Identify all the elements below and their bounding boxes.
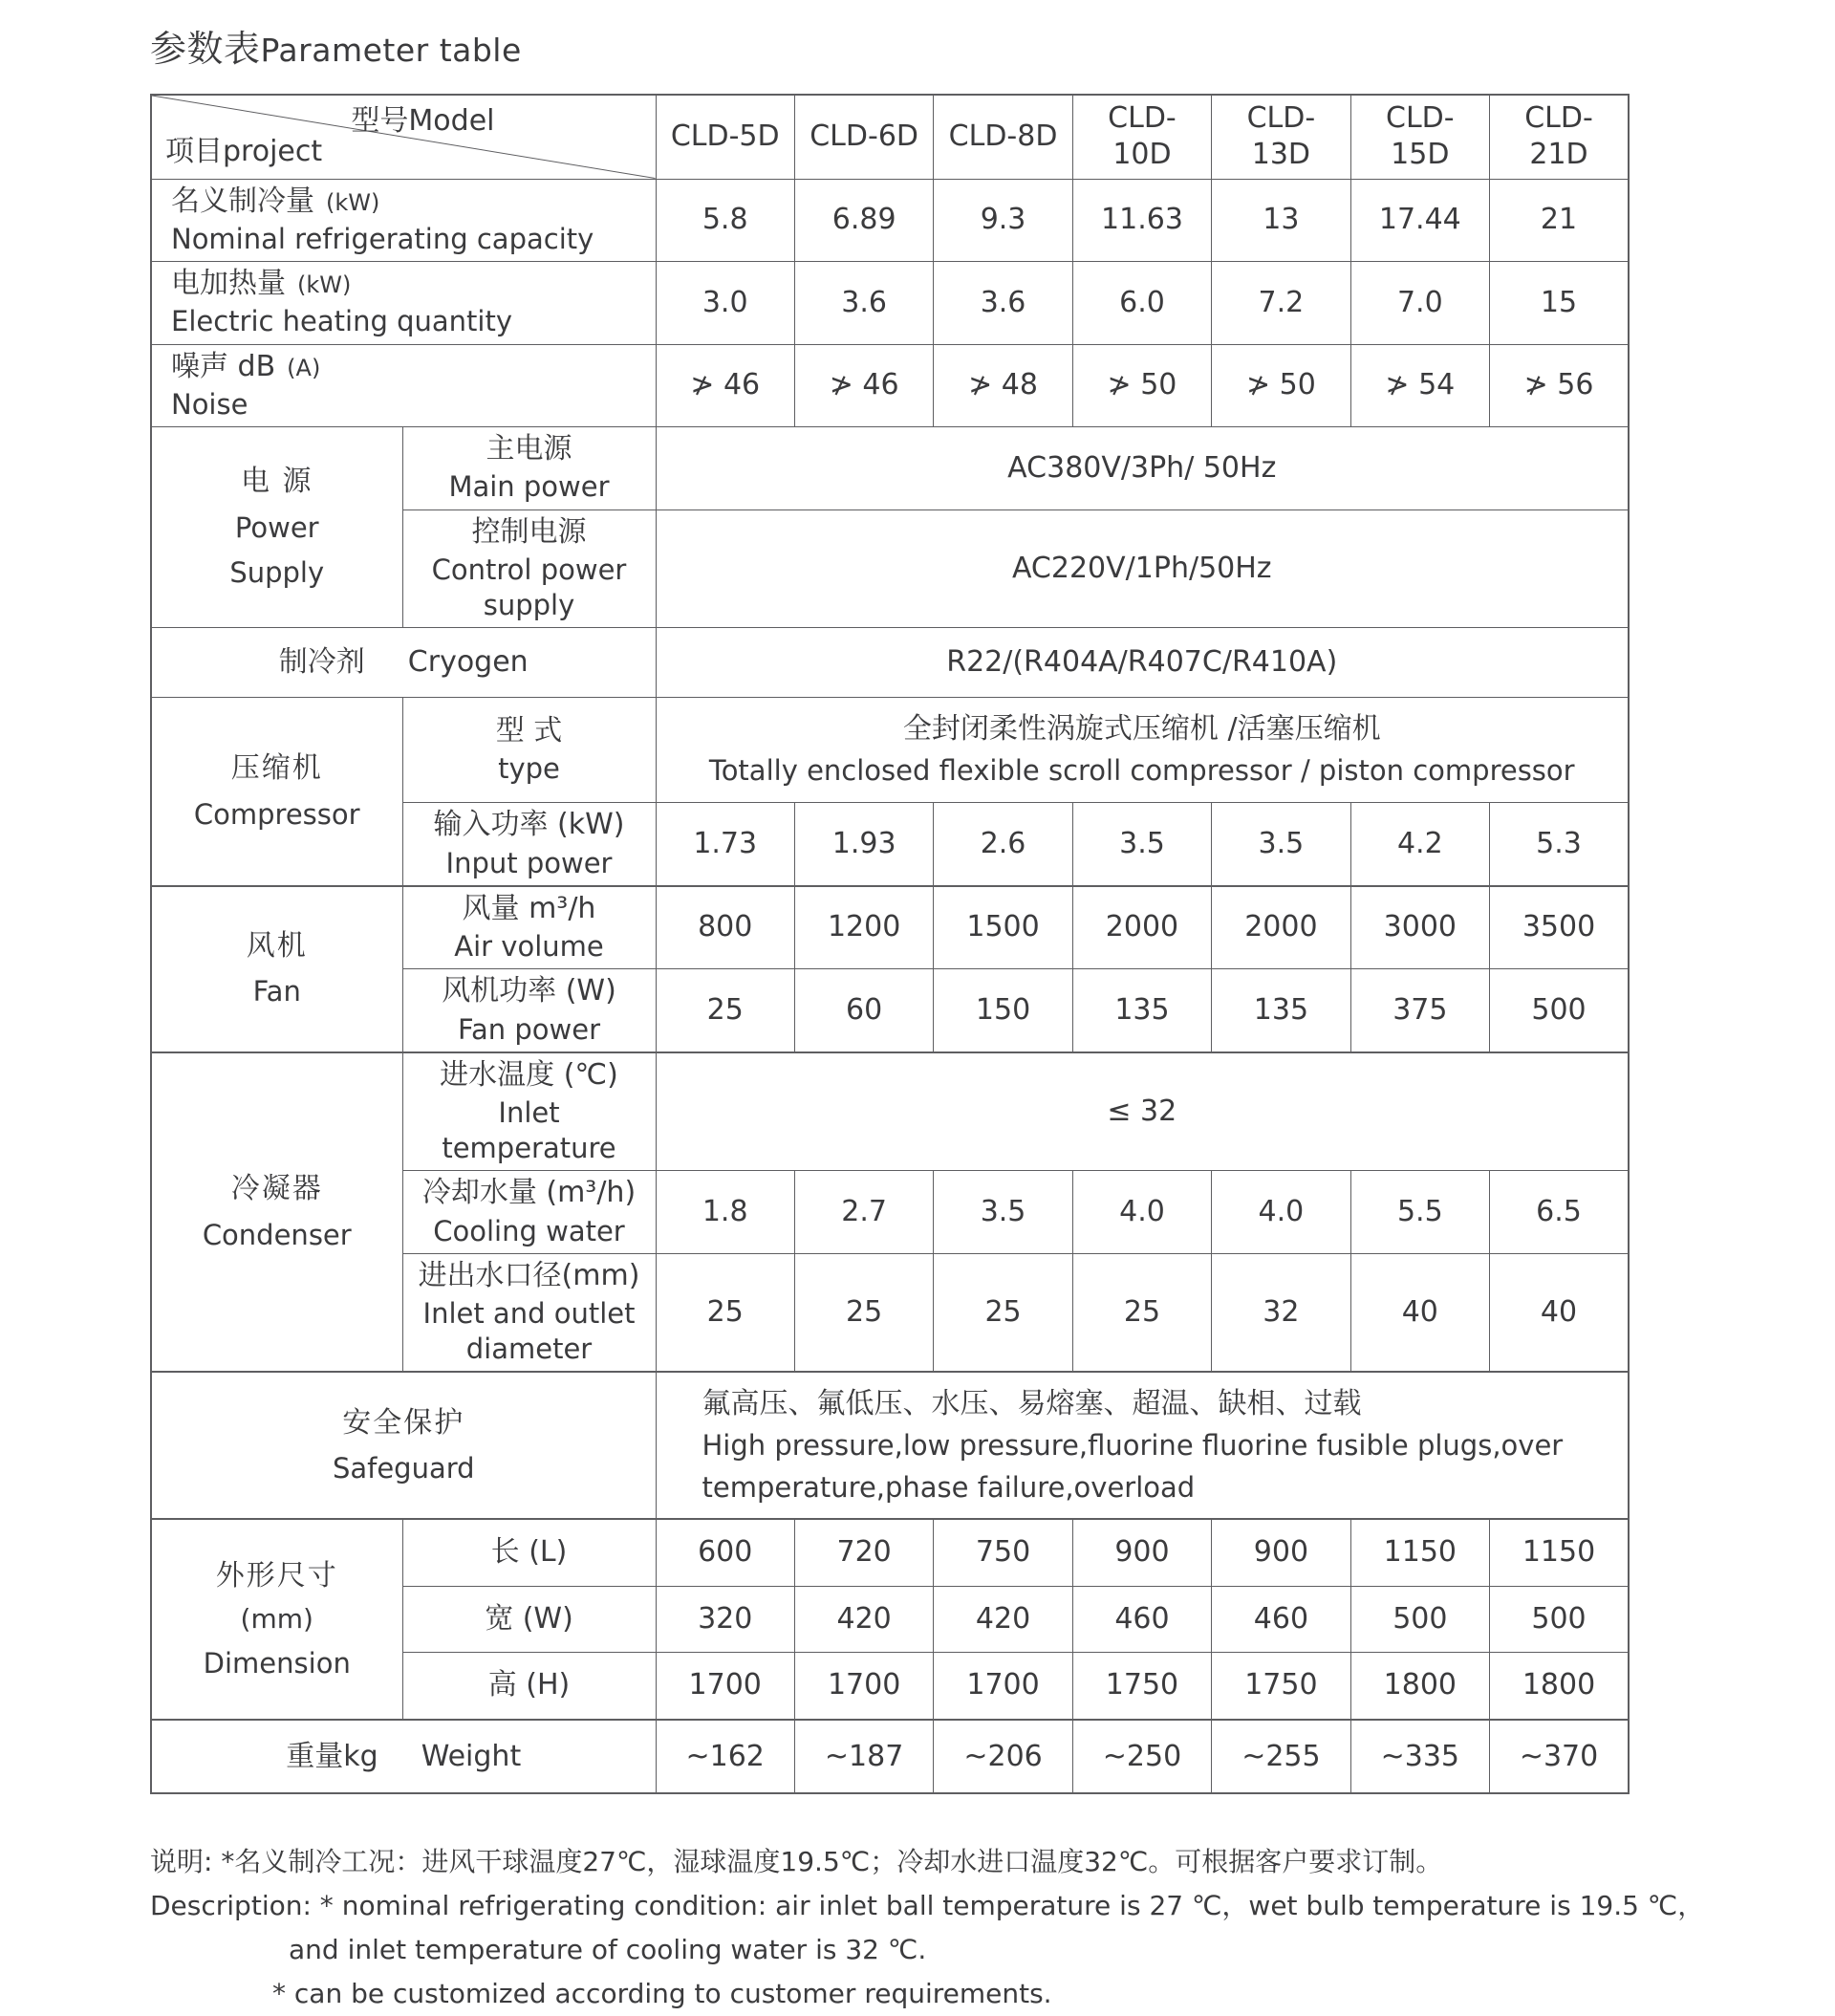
air-volume-value: 1500 — [934, 886, 1072, 969]
row-air-volume — [151, 886, 1629, 969]
dimension-group-label — [151, 1519, 402, 1720]
compressor-label-zh: 压缩机 — [230, 751, 323, 786]
footnote-line-customized: * can be customized according to customer requirements. — [272, 1978, 1052, 2010]
air-volume-value: 3000 — [1350, 886, 1489, 969]
diameter-label-en: Inlet and outlet diameter — [422, 1297, 636, 1366]
capacity-value: 11.63 — [1072, 179, 1211, 262]
height-value: 1700 — [794, 1652, 933, 1720]
heating-value: 3.6 — [794, 262, 933, 345]
control-power-label-zh: 控制电源 — [471, 514, 587, 549]
weight-label-en: Weight — [421, 1739, 522, 1773]
diameter-value: 32 — [1212, 1253, 1350, 1372]
air-volume-value: 1200 — [794, 886, 933, 969]
width-value: 500 — [1350, 1586, 1489, 1652]
diameter-value: 25 — [794, 1253, 933, 1372]
page-title — [150, 25, 1835, 75]
weight-value: ~255 — [1212, 1720, 1350, 1793]
row-cryogen — [151, 628, 1629, 698]
power-supply-label-en1: Power — [234, 510, 319, 544]
condenser-label-en: Condenser — [202, 1218, 352, 1251]
noise-label-zh: 噪声 dB — [171, 349, 276, 383]
input-power-value: 5.3 — [1490, 803, 1629, 886]
page-title-en: Parameter table — [260, 32, 522, 69]
corner-project-label: 项目project — [165, 135, 323, 169]
cryogen-label — [151, 628, 656, 698]
diameter-value: 25 — [934, 1253, 1072, 1372]
fan-power-value: 150 — [934, 969, 1072, 1052]
heating-value: 3.6 — [934, 262, 1072, 345]
weight-value: ~370 — [1490, 1720, 1629, 1793]
input-power-value: 2.6 — [934, 803, 1072, 886]
dimension-label-zh: 外形尺寸 — [215, 1558, 338, 1593]
capacity-label-zh-line — [171, 184, 650, 220]
model-header-cld-5d: CLD-5D — [656, 95, 794, 179]
fan-power-value: 135 — [1072, 969, 1211, 1052]
row-length — [151, 1519, 1629, 1586]
noise-value: ≯ 56 — [1490, 344, 1629, 427]
heating-label-unit: (kW) — [297, 271, 352, 298]
noise-label-zh-line — [171, 349, 650, 385]
dimension-label-en: Dimension — [203, 1646, 351, 1680]
row-compressor-type — [151, 698, 1629, 803]
weight-label-zh: 重量kg — [286, 1739, 378, 1773]
noise-label-unit: (A) — [287, 354, 321, 381]
width-value: 420 — [794, 1586, 933, 1652]
condenser-group-label — [151, 1052, 402, 1373]
page-title-zh: 参数表 — [150, 28, 261, 70]
capacity-label-zh: 名义制冷量 — [171, 184, 314, 218]
capacity-label — [151, 179, 656, 262]
heating-value: 3.0 — [656, 262, 794, 345]
length-value: 1150 — [1490, 1519, 1629, 1586]
diameter-value: 40 — [1490, 1253, 1629, 1372]
row-weight — [151, 1720, 1629, 1793]
height-value: 1800 — [1350, 1652, 1489, 1720]
cooling-water-label — [402, 1171, 656, 1254]
length-value: 900 — [1212, 1519, 1350, 1586]
control-power-label-en: Control power supply — [431, 553, 627, 621]
input-power-value: 3.5 — [1212, 803, 1350, 886]
cooling-water-label-zh: 冷却水量 (m³/h) — [421, 1176, 637, 1210]
dimension-label-unit: (mm) — [240, 1603, 313, 1636]
noise-value: ≯ 50 — [1072, 344, 1211, 427]
compressor-type-value-en: Totally enclosed flexible scroll compressor / piston compressor — [708, 754, 1575, 788]
header-row — [151, 95, 1629, 179]
model-header-cld-8d: CLD-8D — [934, 95, 1072, 179]
width-value: 460 — [1212, 1586, 1350, 1652]
fan-power-value: 25 — [656, 969, 794, 1052]
input-power-value: 1.93 — [794, 803, 933, 886]
diameter-label-zh: 进出水口径(mm) — [418, 1258, 640, 1292]
capacity-value: 6.89 — [794, 179, 933, 262]
fan-power-label-en: Fan power — [457, 1012, 601, 1046]
input-power-value: 4.2 — [1350, 803, 1489, 886]
control-power-label — [402, 509, 656, 628]
heating-value: 6.0 — [1072, 262, 1211, 345]
row-safeguard — [151, 1372, 1629, 1519]
noise-label-en: Noise — [171, 387, 248, 421]
height-value: 1750 — [1072, 1652, 1211, 1720]
heating-label-zh-line — [171, 266, 650, 302]
main-power-label-en: Main power — [448, 470, 610, 504]
heating-value: 15 — [1490, 262, 1629, 345]
diameter-value: 25 — [656, 1253, 794, 1372]
weight-value: ~335 — [1350, 1720, 1489, 1793]
main-power-label-zh: 主电源 — [486, 432, 572, 466]
model-header-cld-21d: CLD-21D — [1490, 95, 1629, 179]
noise-value: ≯ 46 — [794, 344, 933, 427]
safeguard-label — [151, 1372, 656, 1519]
width-value: 420 — [934, 1586, 1072, 1652]
row-main-power — [151, 427, 1629, 510]
compressor-label-en: Compressor — [193, 797, 360, 831]
cooling-water-value: 6.5 — [1490, 1171, 1629, 1254]
compressor-type-value — [656, 698, 1629, 803]
weight-value: ~250 — [1072, 1720, 1211, 1793]
heating-label-en: Electric heating quantity — [171, 305, 513, 338]
capacity-label-unit: (kW) — [326, 188, 380, 216]
noise-value: ≯ 46 — [656, 344, 794, 427]
compressor-type-label-zh: 型 式 — [495, 713, 563, 748]
heating-label-zh: 电加热量 — [171, 267, 286, 300]
length-value: 900 — [1072, 1519, 1211, 1586]
width-label: 宽 (W) — [402, 1586, 656, 1652]
parameter-table — [150, 94, 1630, 1794]
heating-value: 7.2 — [1212, 262, 1350, 345]
cooling-water-value: 2.7 — [794, 1171, 933, 1254]
length-value: 720 — [794, 1519, 933, 1586]
cryogen-value: R22/(R404A/R407C/R410A) — [656, 628, 1629, 698]
weight-value: ~187 — [794, 1720, 933, 1793]
capacity-value: 9.3 — [934, 179, 1072, 262]
weight-label — [151, 1720, 656, 1793]
input-power-value: 3.5 — [1072, 803, 1211, 886]
control-power-value: AC220V/1Ph/50Hz — [656, 509, 1629, 628]
air-volume-value: 2000 — [1212, 886, 1350, 969]
noise-value: ≯ 48 — [934, 344, 1072, 427]
compressor-type-label — [402, 698, 656, 803]
input-power-label-en: Input power — [445, 846, 613, 879]
height-value: 1800 — [1490, 1652, 1629, 1720]
main-power-value: AC380V/3Ph/ 50Hz — [656, 427, 1629, 510]
noise-value: ≯ 50 — [1212, 344, 1350, 427]
heating-value: 7.0 — [1350, 262, 1489, 345]
length-value: 1150 — [1350, 1519, 1489, 1586]
input-power-label-zh: 输入功率 (kW) — [433, 808, 625, 842]
safeguard-label-en: Safeguard — [332, 1451, 475, 1485]
power-supply-label-en2: Supply — [229, 555, 325, 589]
air-volume-label — [402, 886, 656, 969]
input-power-label — [402, 803, 656, 886]
compressor-type-label-en: type — [498, 752, 560, 786]
model-header-cld-15d: CLD-15D — [1350, 95, 1489, 179]
inlet-temperature-label-en: Inlet temperature — [442, 1096, 616, 1165]
capacity-value: 13 — [1212, 179, 1350, 262]
safeguard-value — [656, 1372, 1629, 1519]
air-volume-label-zh: 风量 m³/h — [462, 891, 596, 925]
fan-label-en: Fan — [252, 975, 301, 1008]
fan-power-value: 375 — [1350, 969, 1489, 1052]
cooling-water-value: 3.5 — [934, 1171, 1072, 1254]
row-noise — [151, 344, 1629, 427]
diameter-label — [402, 1253, 656, 1372]
air-volume-value: 2000 — [1072, 886, 1211, 969]
cooling-water-label-en: Cooling water — [433, 1214, 625, 1247]
main-power-label — [402, 427, 656, 510]
power-supply-label-zh: 电 源 — [240, 465, 313, 499]
footnote-line-description: Description: * nominal refrigerating condition: air inlet ball temperature is 27 ℃，wet bulb temperature is 19.5 ℃， — [150, 1890, 1705, 1922]
width-value: 320 — [656, 1586, 794, 1652]
capacity-value: 21 — [1490, 179, 1629, 262]
fan-power-value: 500 — [1490, 969, 1629, 1052]
weight-value: ~206 — [934, 1720, 1072, 1793]
row-capacity — [151, 179, 1629, 262]
inlet-temperature-value: ≤ 32 — [656, 1052, 1629, 1171]
diameter-value: 40 — [1350, 1253, 1489, 1372]
capacity-value: 17.44 — [1350, 179, 1489, 262]
noise-value: ≯ 54 — [1350, 344, 1489, 427]
inlet-temperature-label-zh: 进水温度 (℃) — [440, 1057, 618, 1092]
fan-power-label-zh: 风机功率 (W) — [442, 974, 616, 1008]
length-value: 600 — [656, 1519, 794, 1586]
air-volume-label-en: Air volume — [454, 930, 604, 963]
model-header-cld-10d: CLD-10D — [1072, 95, 1211, 179]
diameter-value: 25 — [1072, 1253, 1211, 1372]
condenser-label-zh: 冷凝器 — [230, 1172, 323, 1206]
footnote-line-continuation: and inlet temperature of cooling water is 32 ℃. — [289, 1934, 927, 1966]
power-supply-group-label — [151, 427, 402, 628]
fan-power-value: 135 — [1212, 969, 1350, 1052]
cryogen-label-en: Cryogen — [407, 644, 529, 679]
height-value: 1700 — [934, 1652, 1072, 1720]
cryogen-label-zh: 制冷剂 — [278, 644, 365, 679]
height-label: 高 (H) — [402, 1652, 656, 1720]
heating-label — [151, 262, 656, 345]
weight-value: ~162 — [656, 1720, 794, 1793]
length-label: 长 (L) — [402, 1519, 656, 1586]
width-value: 460 — [1072, 1586, 1211, 1652]
length-value: 750 — [934, 1519, 1072, 1586]
height-value: 1750 — [1212, 1652, 1350, 1720]
safeguard-value-zh: 氟高压、氟低压、水压、易熔塞、超温、缺相、过载 — [702, 1387, 1362, 1421]
compressor-type-value-zh: 全封闭柔性涡旋式压缩机 /活塞压缩机 — [902, 711, 1381, 746]
width-value: 500 — [1490, 1586, 1629, 1652]
footnote-line-zh: 说明: *名义制冷工况：进风干球温度27℃，湿球温度19.5℃；冷却水进口温度32℃。可根据客户要求订制。 — [150, 1846, 1443, 1878]
footnotes — [150, 1840, 1835, 2016]
fan-power-value: 60 — [794, 969, 933, 1052]
air-volume-value: 3500 — [1490, 886, 1629, 969]
model-header-cld-6d: CLD-6D — [794, 95, 933, 179]
fan-group-label — [151, 886, 402, 1052]
fan-power-label — [402, 969, 656, 1052]
input-power-value: 1.73 — [656, 803, 794, 886]
capacity-label-en: Nominal refrigerating capacity — [171, 222, 594, 255]
corner-cell — [151, 95, 656, 179]
air-volume-value: 800 — [656, 886, 794, 969]
cooling-water-value: 4.0 — [1212, 1171, 1350, 1254]
cooling-water-value: 4.0 — [1072, 1171, 1211, 1254]
cooling-water-value: 1.8 — [656, 1171, 794, 1254]
safeguard-label-zh: 安全保护 — [342, 1405, 465, 1440]
compressor-group-label — [151, 698, 402, 886]
height-value: 1700 — [656, 1652, 794, 1720]
cooling-water-value: 5.5 — [1350, 1171, 1489, 1254]
inlet-temperature-label — [402, 1052, 656, 1171]
safeguard-value-en: High pressure,low pressure,fluorine fluorine fusible plugs,over temperature,phase failure,overload — [702, 1429, 1564, 1504]
corner-model-label: 型号Model — [351, 104, 495, 138]
capacity-value: 5.8 — [656, 179, 794, 262]
noise-label — [151, 344, 656, 427]
fan-label-zh: 风机 — [246, 928, 308, 963]
row-inlet-temperature — [151, 1052, 1629, 1171]
row-heating — [151, 262, 1629, 345]
model-header-cld-13d: CLD-13D — [1212, 95, 1350, 179]
